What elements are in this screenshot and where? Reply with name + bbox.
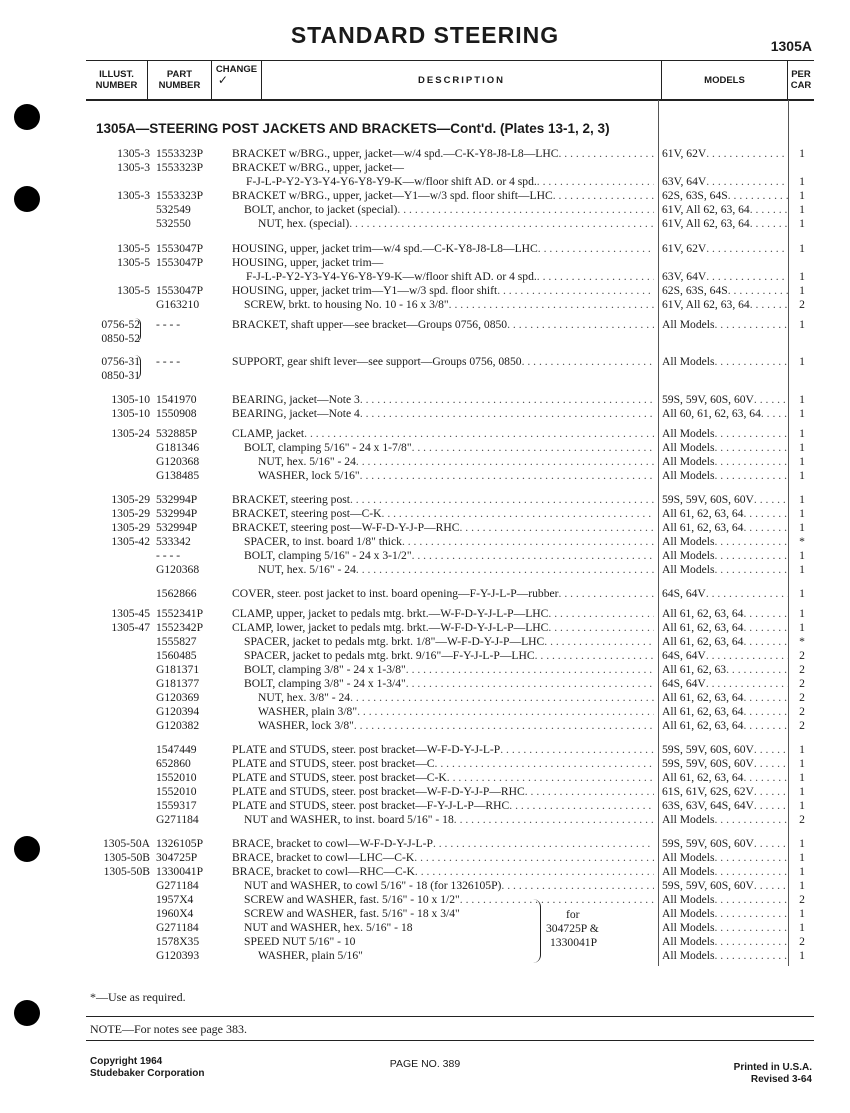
part-number: - - - - — [156, 355, 181, 368]
table-row — [0, 455, 850, 469]
table-row — [0, 549, 850, 563]
per-car: 2 — [799, 298, 805, 311]
part-number: 1553323P — [156, 161, 204, 174]
table-row — [0, 893, 850, 907]
part-number: G120393 — [156, 949, 200, 962]
description: PLATE and STUDS, steer. post bracket—F-Y-J-L-P—RHC . . . — [232, 799, 654, 813]
models: All Models . . . — [662, 893, 788, 907]
illust-number: 1305-47 — [111, 621, 150, 634]
per-car: 2 — [799, 649, 805, 662]
part-number: G181346 — [156, 441, 200, 454]
table-row — [0, 649, 850, 663]
per-car: 1 — [799, 587, 805, 600]
models: All Models . . . — [662, 935, 788, 949]
note-divider-bottom — [86, 1040, 814, 1041]
table-row — [0, 318, 850, 332]
models: 63V, 64V . . . — [662, 175, 788, 189]
for-part-1: 304725P & — [546, 922, 599, 935]
description: SCREW, brkt. to housing No. 10 - 16 x 3/8" . . . — [232, 298, 654, 312]
group-brace — [532, 899, 541, 963]
per-car: 1 — [799, 493, 805, 506]
description: PLATE and STUDS, steer. post bracket—W-F-D-Y-J-L-P . . . — [232, 743, 654, 757]
binder-hole-4 — [14, 1000, 40, 1026]
description: BRACKET w/BRG., upper, jacket—w/4 spd.—C-K-Y8-J8-L8—LHC . . . — [232, 147, 654, 161]
table-row — [0, 369, 850, 383]
table-row — [0, 217, 850, 231]
models: 62S, 63S, 64S . . . — [662, 189, 788, 203]
table-row — [0, 242, 850, 256]
table-row — [0, 407, 850, 421]
table-row — [0, 355, 850, 369]
description: BOLT, anchor, to jacket (special) . . . — [232, 203, 654, 217]
per-car: 1 — [799, 563, 805, 576]
table-row — [0, 270, 850, 284]
part-number: 1560485 — [156, 649, 197, 662]
models: All Models . . . — [662, 469, 788, 483]
illust-number: 0850-31 — [101, 369, 140, 382]
table-row — [0, 493, 850, 507]
description: HOUSING, upper, jacket trim—w/4 spd.—C-K-Y8-J8-L8—LHC . . . — [232, 242, 654, 256]
footnote: *—Use as required. — [90, 990, 186, 1004]
table-row — [0, 635, 850, 649]
table-row — [0, 879, 850, 893]
per-car: 1 — [799, 203, 805, 216]
description: BEARING, jacket—Note 4 . . . — [232, 407, 654, 421]
per-car: 2 — [799, 935, 805, 948]
description: BRACE, bracket to cowl—RHC—C-K . . . — [232, 865, 654, 879]
illust-number: 1305-3 — [117, 161, 150, 174]
description: SPACER, jacket to pedals mtg. brkt. 1/8"—W-F-D-Y-J-P—LHC . . . — [232, 635, 654, 649]
models: All Models . . . — [662, 813, 788, 827]
table-row — [0, 298, 850, 312]
description: NUT, hex. 5/16" - 24 . . . — [232, 563, 654, 577]
models: All Models . . . — [662, 865, 788, 879]
per-car: 1 — [799, 799, 805, 812]
part-number: 1553047P — [156, 242, 204, 255]
header-change: CHANGE ✓ — [212, 61, 262, 99]
description: NUT and WASHER, to inst. board 5/16" - 18 . . . — [232, 813, 654, 827]
part-number: G271184 — [156, 813, 199, 826]
table-row — [0, 147, 850, 161]
description: HOUSING, upper, jacket trim—Y1—w/3 spd. floor shift . . . — [232, 284, 654, 298]
per-car: 1 — [799, 355, 805, 368]
description: BRACKET, steering post—C-K . . . — [232, 507, 654, 521]
models: All Models . . . — [662, 851, 788, 865]
per-car: 1 — [799, 189, 805, 202]
footer-copyright: Copyright 1964 Studebaker Corporation — [90, 1056, 205, 1079]
models: 61V, All 62, 63, 64 . . . — [662, 217, 788, 231]
per-car: 1 — [799, 441, 805, 454]
part-number: 532549 — [156, 203, 191, 216]
table-row — [0, 799, 850, 813]
per-car: 1 — [799, 549, 805, 562]
description: F-J-L-P-Y2-Y3-Y4-Y6-Y8-Y9-K—w/floor shift AD. or 4 spd. . . . — [232, 270, 654, 284]
models: All 61, 62, 63, 64 . . . — [662, 507, 788, 521]
part-number: 532885P — [156, 427, 198, 440]
table-row — [0, 921, 850, 935]
models: All Models . . . — [662, 535, 788, 549]
footer-printed: Printed in U.S.A. Revised 3-64 — [733, 1062, 812, 1085]
table-row — [0, 469, 850, 483]
per-car: 2 — [799, 893, 805, 906]
illust-number: 1305-3 — [117, 147, 150, 160]
description: CLAMP, lower, jacket to pedals mtg. brkt.—W-F-D-Y-J-L-P—LHC . . . — [232, 621, 654, 635]
header-per-car: PER CAR — [790, 69, 812, 91]
description: BEARING, jacket—Note 3 . . . — [232, 393, 654, 407]
header-part: PART NUMBER — [148, 61, 212, 99]
models: All Models . . . — [662, 318, 788, 332]
models: All 61, 62, 63, 64 . . . — [662, 621, 788, 635]
per-car: 1 — [799, 851, 805, 864]
models: 63S, 63V, 64S, 64V . . . — [662, 799, 788, 813]
description: PLATE and STUDS, steer. post bracket—C . . . — [232, 757, 654, 771]
table-row — [0, 256, 850, 270]
illust-number: 1305-29 — [111, 493, 150, 506]
description: PLATE and STUDS, steer. post bracket—W-F-D-Y-J-P—RHC . . . — [232, 785, 654, 799]
table-row — [0, 427, 850, 441]
illust-number: 0756-52 — [101, 318, 140, 331]
description: NUT and WASHER, to cowl 5/16" - 18 (for 1326105P) . . . — [232, 879, 654, 893]
checkmark-icon: ✓ — [217, 73, 228, 87]
illust-number: 1305-5 — [117, 284, 150, 297]
per-car: 1 — [799, 147, 805, 160]
part-number: 1330041P — [156, 865, 204, 878]
illust-number: 0850-52 — [101, 332, 140, 345]
part-number: G120394 — [156, 705, 200, 718]
table-row — [0, 785, 850, 799]
part-number: 1553047P — [156, 256, 204, 269]
footer-page-number: PAGE NO. 389 — [389, 1058, 461, 1070]
per-car: 1 — [799, 270, 805, 283]
part-number: 1552342P — [156, 621, 204, 634]
part-number: 1552010 — [156, 785, 197, 798]
table-row — [0, 907, 850, 921]
description: NUT and WASHER, hex. 5/16" - 18 — [244, 921, 413, 934]
models: 64S, 64V . . . — [662, 649, 788, 663]
per-car: 1 — [799, 607, 805, 620]
models: 61S, 61V, 62S, 62V . . . — [662, 785, 788, 799]
table-header — [86, 60, 814, 101]
part-number: 1541970 — [156, 393, 197, 406]
description: HOUSING, upper, jacket trim— — [232, 256, 384, 269]
illust-number: 0756-31 — [101, 355, 140, 368]
illust-number: 1305-5 — [117, 256, 150, 269]
per-car: 1 — [799, 455, 805, 468]
per-car: 1 — [799, 837, 805, 850]
table-row — [0, 607, 850, 621]
models: All Models . . . — [662, 355, 788, 369]
table-row — [0, 332, 850, 346]
note-divider-top — [86, 1016, 814, 1017]
header-description: DESCRIPTION — [262, 61, 662, 99]
illust-brace-1 — [133, 318, 141, 342]
description: WASHER, lock 5/16" . . . — [232, 469, 654, 483]
description: SPEED NUT 5/16" - 10 — [244, 935, 356, 948]
per-car: 1 — [799, 407, 805, 420]
part-number: 1957X4 — [156, 893, 194, 906]
description: BRACKET w/BRG., upper, jacket—Y1—w/3 spd. floor shift—LHC . . . — [232, 189, 654, 203]
illust-number: 1305-29 — [111, 521, 150, 534]
per-car: 2 — [799, 813, 805, 826]
table-row — [0, 393, 850, 407]
per-car: 2 — [799, 663, 805, 676]
models: All 60, 61, 62, 63, 64 . . . — [662, 407, 788, 421]
description: BRACKET, shaft upper—see bracket—Groups 0756, 0850 . . . — [232, 318, 654, 332]
description: BRACE, bracket to cowl—LHC—C-K . . . — [232, 851, 654, 865]
per-car: 1 — [799, 949, 805, 962]
illust-number: 1305-42 — [111, 535, 150, 548]
part-number: G120368 — [156, 563, 200, 576]
description: COVER, steer. post jacket to inst. board opening—F-Y-J-L-P—rubber . . . — [232, 587, 654, 601]
for-label: for — [566, 908, 580, 921]
models: All Models . . . — [662, 455, 788, 469]
part-number: 532550 — [156, 217, 191, 230]
models: All 61, 62, 63, 64 . . . — [662, 705, 788, 719]
illust-number: 1305-50A — [102, 837, 150, 850]
part-number: 1553323P — [156, 147, 204, 160]
models: All Models . . . — [662, 563, 788, 577]
per-car: 1 — [799, 921, 805, 934]
per-car: 1 — [799, 469, 805, 482]
description: NUT, hex. (special) . . . — [232, 217, 654, 231]
per-car: * — [799, 535, 805, 548]
table-row — [0, 757, 850, 771]
illust-number: 1305-29 — [111, 507, 150, 520]
binder-hole-1 — [14, 104, 40, 130]
table-row — [0, 507, 850, 521]
models: 64S, 64V . . . — [662, 677, 788, 691]
description: SPACER, jacket to pedals mtg. brkt. 9/16"—F-Y-J-L-P—LHC . . . — [232, 649, 654, 663]
table-row — [0, 535, 850, 549]
per-car: * — [799, 635, 805, 648]
part-number: G271184 — [156, 879, 199, 892]
models: All Models . . . — [662, 921, 788, 935]
models: All 61, 62, 63, 64 . . . — [662, 719, 788, 733]
part-number: 532994P — [156, 507, 198, 520]
description: PLATE and STUDS, steer. post bracket—C-K . . . — [232, 771, 654, 785]
models: All 61, 62, 63, 64 . . . — [662, 691, 788, 705]
description: WASHER, lock 3/8" . . . — [232, 719, 654, 733]
table-row — [0, 691, 850, 705]
illust-number: 1305-45 — [111, 607, 150, 620]
per-car: 1 — [799, 175, 805, 188]
part-number: G138485 — [156, 469, 200, 482]
description: WASHER, plain 3/8" . . . — [232, 705, 654, 719]
per-car: 1 — [799, 521, 805, 534]
models: All Models . . . — [662, 427, 788, 441]
part-number: 1555827 — [156, 635, 197, 648]
table-row — [0, 175, 850, 189]
part-number: 304725P — [156, 851, 198, 864]
description: BOLT, clamping 3/8" - 24 x 1-3/8" . . . — [232, 663, 654, 677]
models: All Models . . . — [662, 907, 788, 921]
part-number: G120368 — [156, 455, 200, 468]
illust-number: 1305-10 — [111, 393, 150, 406]
table-row — [0, 189, 850, 203]
table-row — [0, 865, 850, 879]
models: 62S, 63S, 64S . . . — [662, 284, 788, 298]
description: F-J-L-P-Y2-Y3-Y4-Y6-Y8-Y9-K—w/floor shift AD. or 4 spd. . . . — [232, 175, 654, 189]
models: 59S, 59V, 60S, 60V . . . — [662, 493, 788, 507]
models: All 61, 62, 63 . . . — [662, 663, 788, 677]
models: 59S, 59V, 60S, 60V . . . — [662, 743, 788, 757]
part-number: 1552010 — [156, 771, 197, 784]
table-row — [0, 949, 850, 963]
description: WASHER, plain 5/16" — [258, 949, 363, 962]
table-row — [0, 161, 850, 175]
part-number: 1547449 — [156, 743, 197, 756]
per-car: 1 — [799, 393, 805, 406]
illust-number: 1305-10 — [111, 407, 150, 420]
models: 63V, 64V . . . — [662, 270, 788, 284]
illust-number: 1305-50B — [103, 851, 150, 864]
part-number: G120382 — [156, 719, 200, 732]
description: BOLT, clamping 5/16" - 24 x 1-7/8" . . . — [232, 441, 654, 455]
description: CLAMP, jacket . . . — [232, 427, 654, 441]
models: 61V, All 62, 63, 64 . . . — [662, 203, 788, 217]
per-car: 1 — [799, 507, 805, 520]
table-row — [0, 743, 850, 757]
per-car: 1 — [799, 242, 805, 255]
models: 61V, 62V . . . — [662, 242, 788, 256]
description: SCREW and WASHER, fast. 5/16" - 18 x 3/4" — [244, 907, 460, 920]
part-number: 532994P — [156, 493, 198, 506]
models: 61V, 62V . . . — [662, 147, 788, 161]
table-row — [0, 851, 850, 865]
per-car: 1 — [799, 217, 805, 230]
section-number: 1305A — [770, 38, 812, 54]
per-car: 1 — [799, 771, 805, 784]
part-number: 1578X35 — [156, 935, 200, 948]
description: BRACKET, steering post . . . — [232, 493, 654, 507]
part-number: 1552341P — [156, 607, 204, 620]
per-car: 1 — [799, 427, 805, 440]
per-car: 1 — [799, 879, 805, 892]
description: BRACKET w/BRG., upper, jacket— — [232, 161, 404, 174]
per-car: 2 — [799, 705, 805, 718]
models: 59S, 59V, 60S, 60V . . . — [662, 757, 788, 771]
part-number: 1553047P — [156, 284, 204, 297]
for-part-2: 1330041P — [550, 936, 598, 949]
per-car: 1 — [799, 318, 805, 331]
models: All 61, 62, 63, 64 . . . — [662, 771, 788, 785]
table-row — [0, 771, 850, 785]
per-car: 2 — [799, 691, 805, 704]
header-illust: ILLUST. NUMBER — [86, 61, 148, 99]
part-number: - - - - — [156, 549, 181, 562]
table-row — [0, 441, 850, 455]
models: All 61, 62, 63, 64 . . . — [662, 607, 788, 621]
part-number: 652860 — [156, 757, 191, 770]
description: BOLT, clamping 3/8" - 24 x 1-3/4" . . . — [232, 677, 654, 691]
table-row — [0, 935, 850, 949]
header-models: MODELS — [662, 61, 788, 99]
table-row — [0, 837, 850, 851]
per-car: 1 — [799, 865, 805, 878]
models: 59S, 59V, 60S, 60V . . . — [662, 393, 788, 407]
part-number: G163210 — [156, 298, 200, 311]
description: SPACER, to inst. board 1/8" thick . . . — [232, 535, 654, 549]
part-number: 532994P — [156, 521, 198, 534]
models: 59S, 59V, 60S, 60V . . . — [662, 879, 788, 893]
description: BRACE, bracket to cowl—W-F-D-Y-J-L-P . . . — [232, 837, 654, 851]
part-number: 1326105P — [156, 837, 204, 850]
per-car: 1 — [799, 785, 805, 798]
table-row — [0, 587, 850, 601]
description: SUPPORT, gear shift lever—see support—Groups 0756, 0850 . . . — [232, 355, 654, 369]
section-title: 1305A—STEERING POST JACKETS AND BRACKETS—Cont'd. (Plates 13-1, 2, 3) — [96, 121, 610, 136]
part-number: 1553323P — [156, 189, 204, 202]
per-car: 2 — [799, 719, 805, 732]
models: All 61, 62, 63, 64 . . . — [662, 635, 788, 649]
description: BRACKET, steering post—W-F-D-Y-J-P—RHC . . . — [232, 521, 654, 535]
description: CLAMP, upper, jacket to pedals mtg. brkt.—W-F-D-Y-J-L-P—LHC . . . — [232, 607, 654, 621]
models: 59S, 59V, 60S, 60V . . . — [662, 837, 788, 851]
illust-number: 1305-5 — [117, 242, 150, 255]
part-number: G181377 — [156, 677, 200, 690]
per-car: 1 — [799, 284, 805, 297]
part-number: G271184 — [156, 921, 199, 934]
part-number: 533342 — [156, 535, 191, 548]
table-row — [0, 663, 850, 677]
models: 64S, 64V . . . — [662, 587, 788, 601]
table-row — [0, 719, 850, 733]
page-title: STANDARD STEERING — [290, 22, 560, 48]
description: SCREW and WASHER, fast. 5/16" - 10 x 1/2" . . . — [232, 893, 654, 907]
models: All Models . . . — [662, 549, 788, 563]
per-car: 1 — [799, 757, 805, 770]
description: NUT, hex. 5/16" - 24 . . . — [232, 455, 654, 469]
illust-number: 1305-24 — [111, 427, 150, 440]
illust-number: 1305-3 — [117, 189, 150, 202]
table-row — [0, 813, 850, 827]
part-number: G120369 — [156, 691, 200, 704]
table-row — [0, 677, 850, 691]
models: All Models . . . — [662, 949, 788, 963]
part-number: 1960X4 — [156, 907, 194, 920]
table-row — [0, 284, 850, 298]
per-car: 1 — [799, 621, 805, 634]
note: NOTE—For notes see page 383. — [90, 1022, 247, 1036]
part-number: - - - - — [156, 318, 181, 331]
part-number: 1559317 — [156, 799, 197, 812]
part-number: G181371 — [156, 663, 200, 676]
table-row — [0, 563, 850, 577]
table-row — [0, 621, 850, 635]
models: 61V, All 62, 63, 64 . . . — [662, 298, 788, 312]
part-number: 1562866 — [156, 587, 197, 600]
table-row — [0, 705, 850, 719]
models: All 61, 62, 63, 64 . . . — [662, 521, 788, 535]
illust-number: 1305-50B — [103, 865, 150, 878]
models: All Models . . . — [662, 441, 788, 455]
description: BOLT, clamping 5/16" - 24 x 3-1/2" . . . — [232, 549, 654, 563]
part-number: 1550908 — [156, 407, 197, 420]
description: NUT, hex. 3/8" - 24 . . . — [232, 691, 654, 705]
table-row — [0, 521, 850, 535]
per-car: 1 — [799, 907, 805, 920]
per-car: 2 — [799, 677, 805, 690]
table-row — [0, 203, 850, 217]
per-car: 1 — [799, 743, 805, 756]
illust-brace-2 — [133, 355, 141, 379]
